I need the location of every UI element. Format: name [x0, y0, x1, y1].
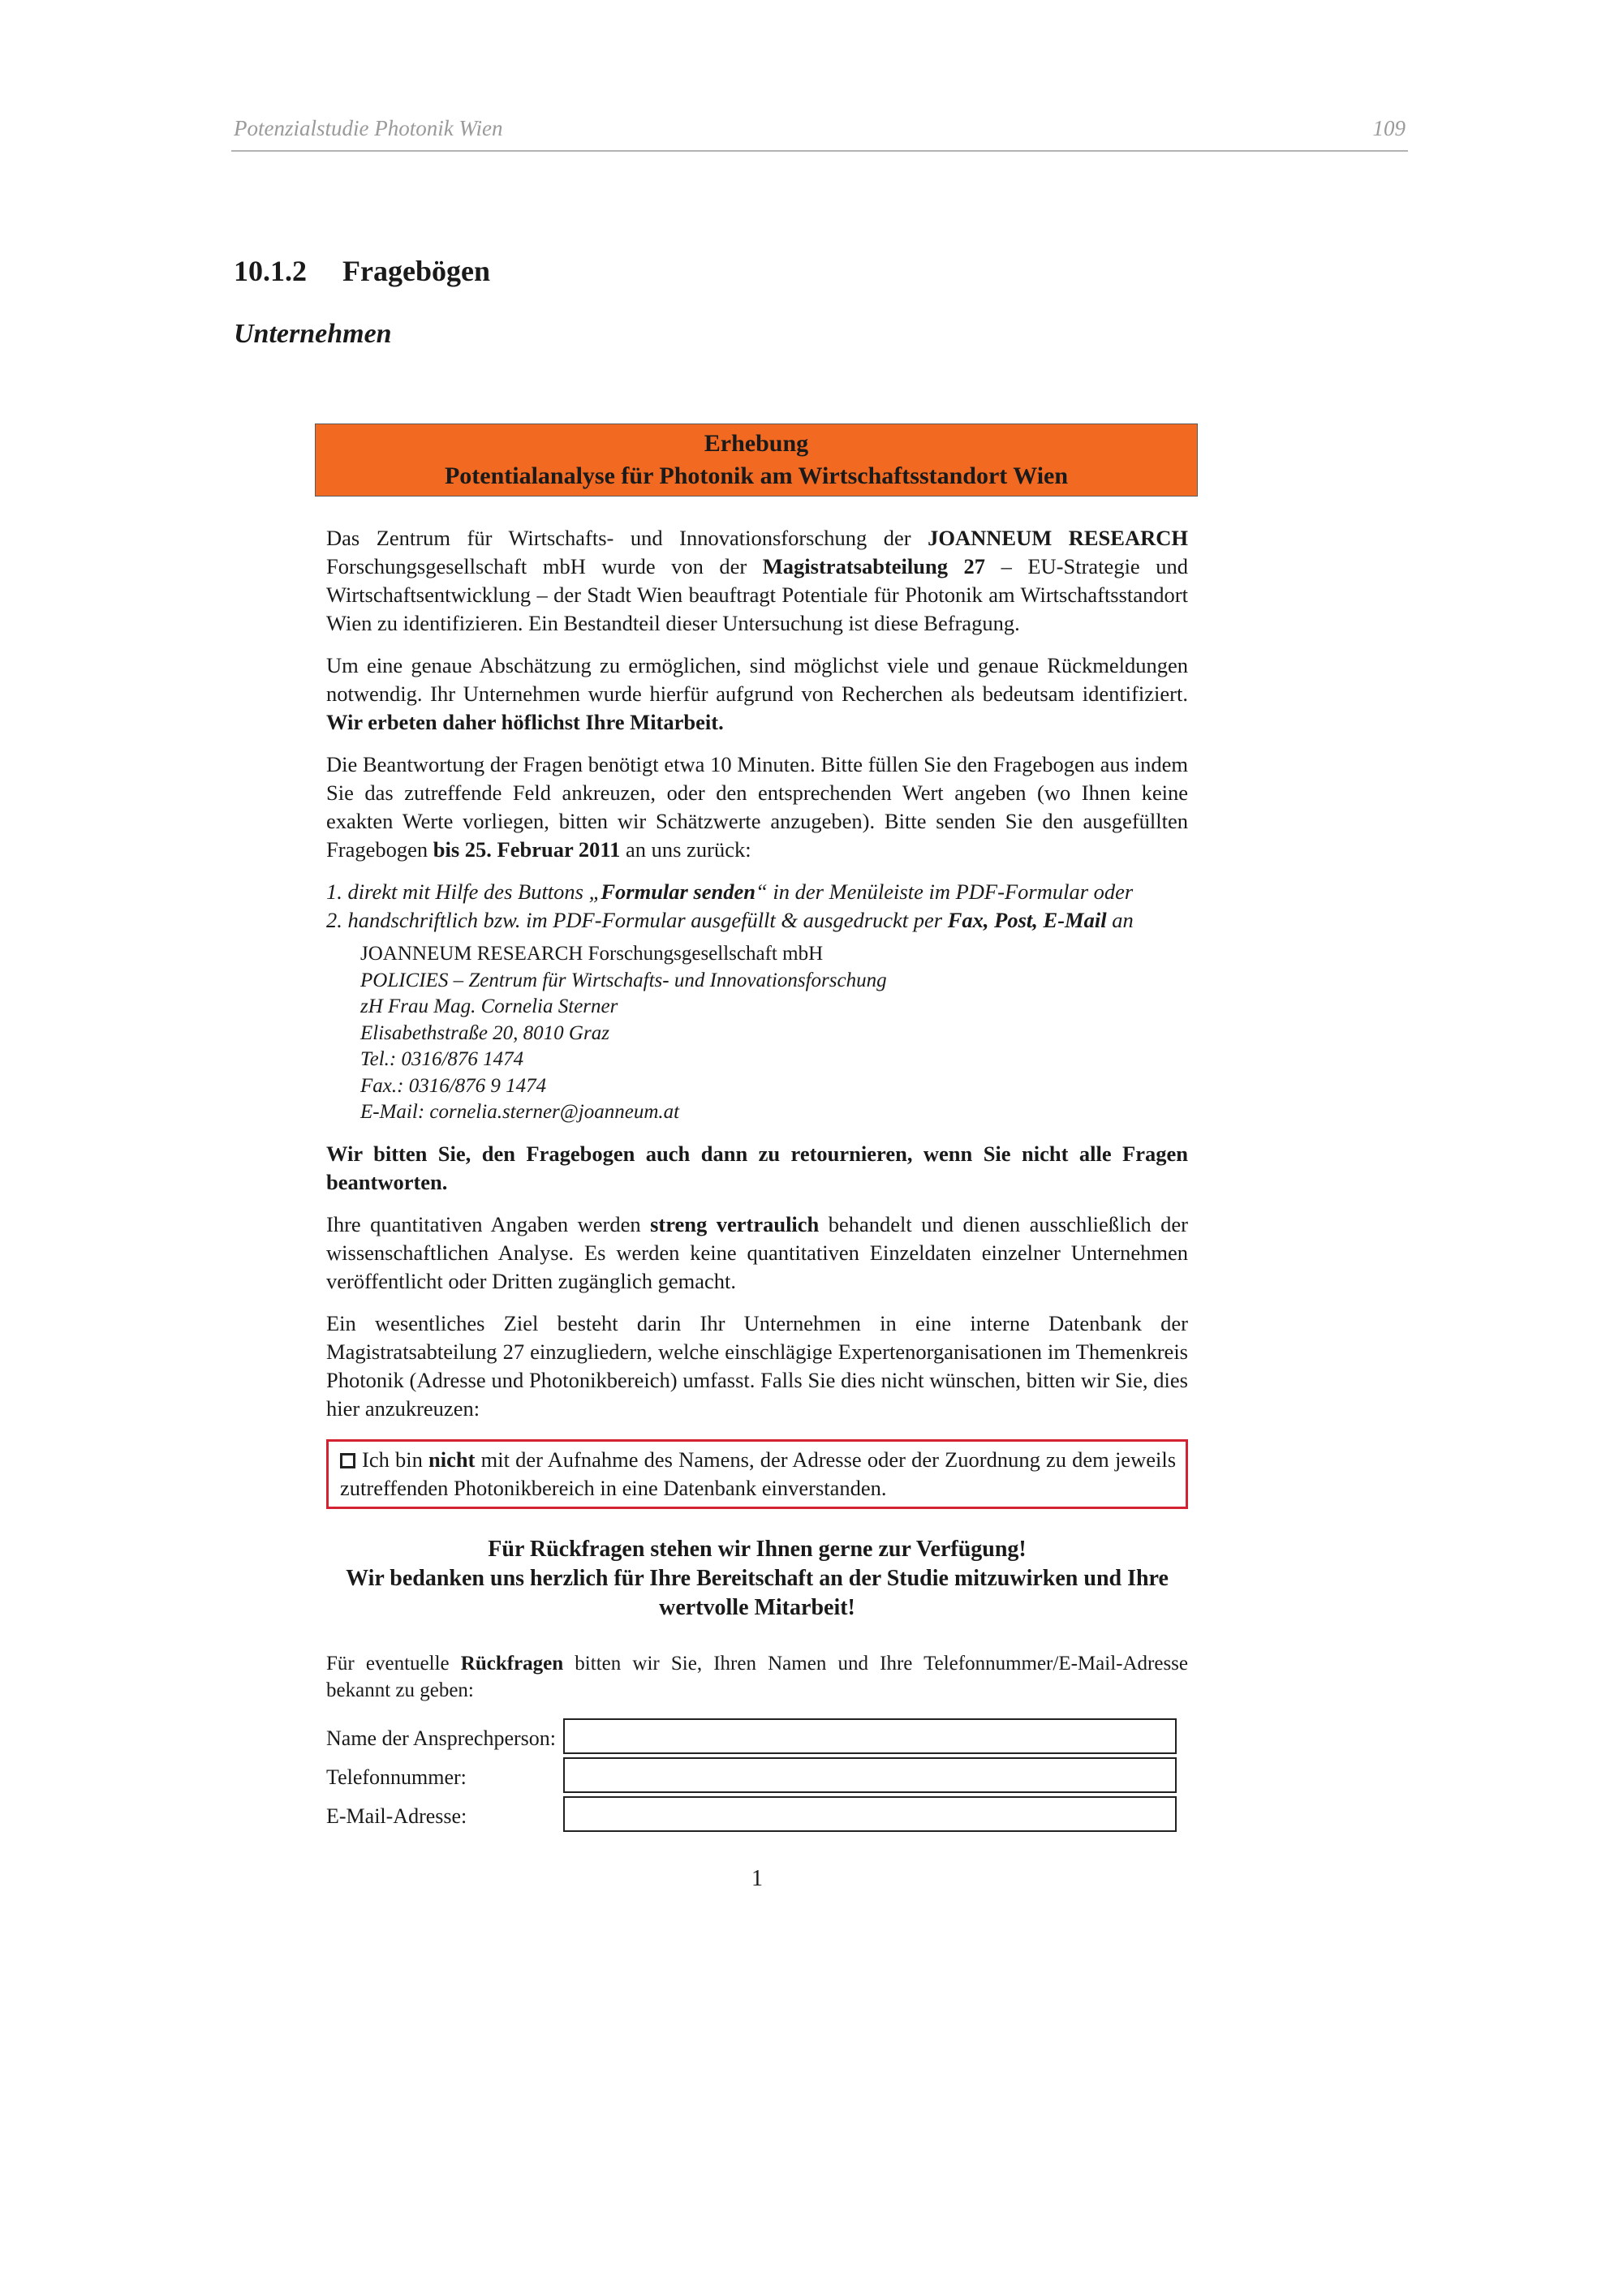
banner-title: Erhebung [704, 430, 809, 457]
confidentiality-paragraph: Ihre quantitativen Angaben werden streng vertraulich behandelt und dienen ausschließlich der wissenschaftlichen Analyse. Es werden keine quantitativen Einzeldaten einzelner Unternehmen veröffentlicht oder Dritten zugänglich gemacht. [326, 1211, 1188, 1293]
header-rule [231, 150, 1408, 152]
address-dept: POLICIES – Zentrum für Wirtschafts- und Innovationsforschung [360, 969, 887, 991]
thanks-line-1: Für Rückfragen stehen wir Ihnen gerne zur Verfügung! [488, 1536, 1027, 1562]
contact-fields [326, 1715, 1188, 1832]
email-label: E-Mail-Adresse: [326, 1804, 467, 1828]
address-org: JOANNEUM RESEARCH Forschungsgesellschaft mbH [360, 943, 824, 965]
optout-checkbox[interactable] [340, 1453, 355, 1468]
intro-paragraph: Das Zentrum für Wirtschafts- und Innovationsforschung der JOANNEUM RESEARCH Forschungsgesellschaft mbH wurde von der Magistratsabteilung 27 – EU-Strategie und Wirtschaftsentwicklung – der Stadt Wien beauftragt Potentiale für Photonik am Wirtschaftsstandort Wien zu identifizieren. Ein Bestandteil dieser Untersuchung ist diese Befragung. [326, 526, 1188, 635]
name-row [326, 1715, 1188, 1754]
phone-field[interactable] [563, 1757, 1177, 1793]
phone-label: Telefonnummer: [326, 1765, 467, 1789]
submit-option-1: 1. direkt mit Hilfe des Buttons „Formular senden“ in der Menüleiste im PDF-Formular oder [326, 879, 1134, 904]
email-row [326, 1793, 1188, 1832]
address-street: Elisabethstraße 20, 8010 Graz [360, 1021, 609, 1044]
thanks-block [326, 1535, 1188, 1623]
section-title: Fragebögen [342, 255, 490, 287]
submit-option-2: 2. handschriftlich bzw. im PDF-Formular ausgefüllt & ausgedruckt per Fax, Post, E-Mail an [326, 908, 1134, 932]
optout-box: Ich bin nicht mit der Aufnahme des Namens, der Adresse oder der Zuordnung zu dem jeweils zutreffenden Photonikbereich in eine Datenbank einverstanden. [326, 1439, 1188, 1509]
form-content [315, 524, 1199, 1893]
survey-banner [315, 424, 1198, 497]
estimate-paragraph: Um eine genaue Abschätzung zu ermöglichen, sind möglichst viele und genaue Rückmeldungen notwendig. Ihr Unternehmen wurde hierfür aufgrund von Recherchen als bedeutsam identifiziert. Wir erbeten daher höflichst Ihre Mitarbeit. [326, 653, 1188, 734]
address-fax: Fax.: 0316/876 9 1474 [360, 1074, 547, 1097]
banner-subtitle: Potentialanalyse für Photonik am Wirtschaftsstandort Wien [444, 462, 1069, 489]
name-field[interactable] [563, 1718, 1177, 1754]
form-page-number: 1 [751, 1865, 763, 1891]
email-field[interactable] [563, 1796, 1177, 1832]
address-email: E-Mail: cornelia.sterner@joanneum.at [360, 1101, 680, 1123]
name-label: Name der Ansprechperson: [326, 1726, 557, 1750]
instructions-paragraph: Die Beantwortung der Fragen benötigt etwa 10 Minuten. Bitte füllen Sie den Fragebogen aus indem Sie das zutreffende Feld ankreuzen, oder den entsprechenden Wert angeben (wo Ihnen keine exakten Werte vorliegen, bitten wir Schätzwerte anzugeben). Bitte senden Sie den ausgefüllten Fragebogen bis 25. Februar 2011 an uns zurück: [326, 752, 1188, 862]
address-tel: Tel.: 0316/876 1474 [360, 1048, 524, 1070]
questionnaire-form [315, 424, 1199, 1893]
phone-row [326, 1754, 1188, 1793]
database-paragraph: Ein wesentliches Ziel besteht darin Ihr Unternehmen in eine interne Datenbank der Magistratsabteilung 27 einzugliedern, welche einschlägige Expertenorganisationen im Themenkreis Photonik (Adresse und Photonikbereich) umfasst. Falls Sie dies nicht wünschen, bitten wir Sie, dies hier anzukreuzen: [326, 1310, 1188, 1421]
thanks-line-2: Wir bedanken uns herzlich für Ihre Bereitschaft an der Studie mitzuwirken und Ihre wertvolle Mitarbeit! [346, 1565, 1169, 1620]
page-number: 109 [1372, 116, 1406, 140]
return-request: Wir bitten Sie, den Fragebogen auch dann zu retournieren, wenn Sie nicht alle Fragen beantworten. [326, 1141, 1188, 1194]
section-number: 10.1.2 [234, 255, 307, 287]
running-title: Potenzialstudie Photonik Wien [234, 116, 503, 140]
subheading: Unternehmen [234, 319, 392, 349]
contact-request: Für eventuelle Rückfragen bitten wir Sie, Ihren Namen und Ihre Telefonnummer/E-Mail-Adresse bekannt zu geben: [326, 1652, 1188, 1701]
address-attn: zH Frau Mag. Cornelia Sterner [360, 995, 618, 1017]
postal-address [326, 941, 1188, 1126]
